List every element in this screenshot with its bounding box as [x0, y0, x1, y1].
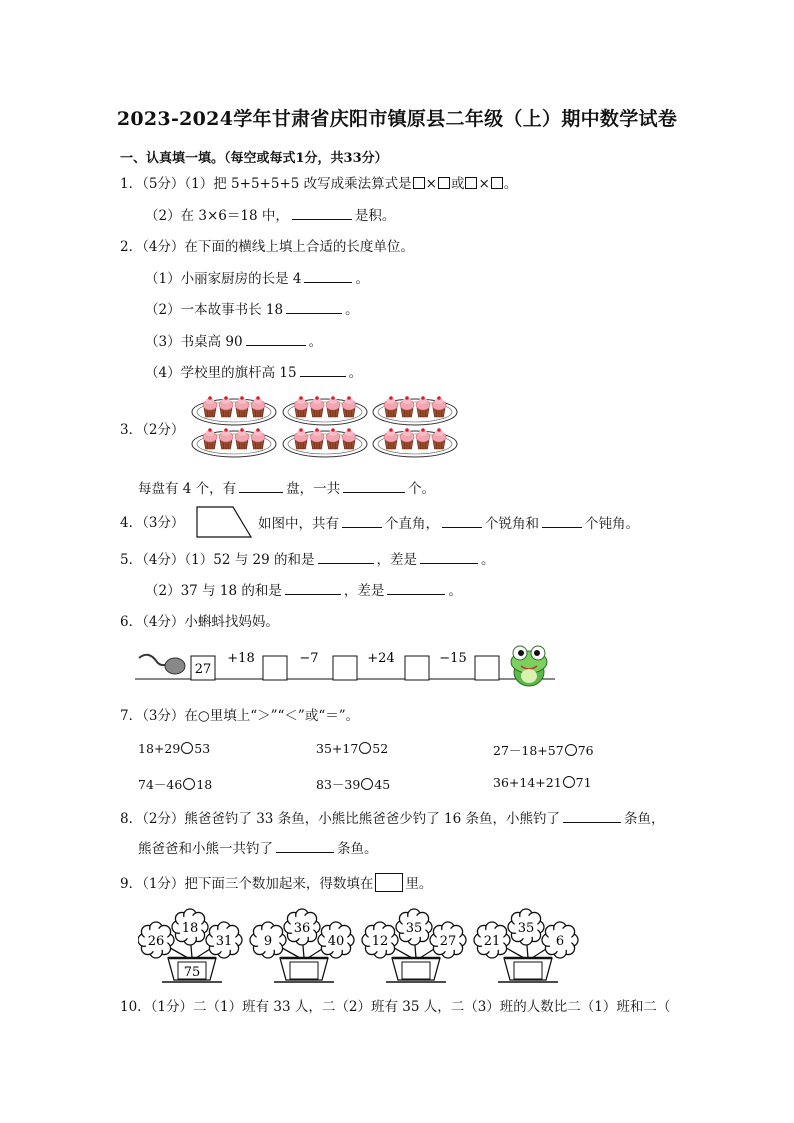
- answer-blank[interactable]: [246, 331, 306, 346]
- answer-blank[interactable]: [285, 580, 341, 595]
- answer-blank[interactable]: [292, 205, 352, 220]
- question-2-item: （3）书桌高 90 。: [145, 331, 322, 352]
- op-label: −7: [299, 651, 319, 666]
- question-3-text: 每盘有 4 个，有 盘，一共 个。: [138, 478, 435, 499]
- svg-text:31: 31: [215, 934, 233, 949]
- answer-blank[interactable]: [387, 580, 445, 595]
- compare-circle[interactable]: [181, 742, 193, 754]
- compare-circle[interactable]: [361, 778, 373, 790]
- flower-number: [430, 922, 466, 958]
- answer-box[interactable]: [438, 177, 450, 189]
- svg-text:35: 35: [517, 921, 535, 936]
- tadpole-chain-diagram: [135, 640, 555, 692]
- answer-blank[interactable]: [563, 808, 621, 823]
- question-8-line2: 熊爸爸和小熊一共钓了 条鱼。: [138, 838, 378, 859]
- flower-pots-diagram: [138, 906, 588, 988]
- op-label: +24: [367, 651, 395, 666]
- op-label: +18: [227, 651, 255, 666]
- svg-text:27: 27: [439, 934, 457, 949]
- compare-item: 18+29 53: [138, 741, 211, 756]
- pot-answer-box[interactable]: [402, 962, 430, 979]
- plate: [283, 428, 367, 457]
- svg-text:26: 26: [147, 934, 165, 949]
- question-2-stem: 2．（4分）在下面的横线上填上合适的长度单位。: [120, 239, 414, 255]
- question-4-number: 4．（3分）: [120, 515, 185, 531]
- answer-box[interactable]: [491, 177, 503, 189]
- compare-item: 27－18+57 76: [493, 743, 594, 758]
- answer-box[interactable]: [405, 656, 429, 680]
- answer-box[interactable]: [465, 177, 477, 189]
- answer-blank[interactable]: [442, 513, 482, 528]
- svg-text:6: 6: [555, 934, 565, 949]
- answer-blank[interactable]: [343, 478, 405, 493]
- question-1b: （2）在 3×6＝18 中， 是积。: [145, 205, 395, 226]
- cupcake-plates-image: [190, 392, 460, 462]
- svg-text:9: 9: [263, 934, 273, 949]
- flower-number: [206, 922, 242, 958]
- question-2-item: （4）学校里的旗杆高 15 。: [145, 362, 362, 383]
- start-number: 27: [194, 662, 212, 677]
- answer-blank[interactable]: [276, 838, 334, 853]
- question-5a: 5．（4分）（1）52 与 29 的和是 ，差是 。: [120, 549, 495, 570]
- frog-icon: [511, 646, 547, 686]
- question-5b: （2）37 与 18 的和是 ，差是 。: [145, 580, 462, 601]
- compare-item: 36+14+21 71: [493, 775, 592, 790]
- flower-pot: [362, 909, 466, 982]
- flower-number: [138, 922, 174, 958]
- compare-circle[interactable]: [563, 776, 575, 788]
- question-2-item: （1）小丽家厨房的长是 4 。: [145, 268, 369, 289]
- op-label: −15: [439, 651, 467, 666]
- flower-number: [172, 909, 208, 945]
- compare-item: 83－39 45: [316, 777, 391, 792]
- flower-pot: [138, 909, 242, 982]
- answer-blank[interactable]: [318, 549, 374, 564]
- question-7-stem: 7．（3分）在○里填上“＞”“＜”或“＝”。: [120, 708, 360, 724]
- question-4-text: 如图中，共有 个直角， 个锐角和 个钝角。: [258, 513, 639, 534]
- answer-blank[interactable]: [542, 513, 582, 528]
- answer-box[interactable]: [475, 656, 499, 680]
- answer-blank[interactable]: [300, 362, 346, 377]
- flower-pot: [250, 909, 354, 982]
- flower-number: [250, 922, 286, 958]
- question-3-number: 3．（2分）: [120, 422, 185, 438]
- question-9-stem: 9．（1分）把下面三个数加起来，得数填在 里。: [120, 873, 432, 894]
- svg-text:21: 21: [483, 934, 501, 949]
- plate: [373, 396, 457, 425]
- flower-number: [284, 909, 320, 945]
- pot-answer-box[interactable]: [514, 962, 542, 979]
- svg-text:36: 36: [293, 921, 311, 936]
- svg-text:40: 40: [327, 934, 345, 949]
- trapezoid-shape: [195, 505, 255, 539]
- answer-blank[interactable]: [342, 513, 382, 528]
- answer-blank[interactable]: [420, 549, 478, 564]
- section-heading: 一、认真填一填。（每空或每式1分，共33分）: [120, 151, 388, 166]
- compare-item: 74－46 18: [138, 777, 213, 792]
- plate: [373, 428, 457, 457]
- question-2-item: （2）一本故事书长 18 。: [145, 299, 359, 320]
- answer-blank[interactable]: [304, 268, 352, 283]
- answer-box: [375, 873, 403, 892]
- flower-number: [396, 909, 432, 945]
- question-1a: 1．（5分）（1）把 5+5+5+5 改写成乘法算式是 × 或 × 。: [120, 176, 518, 192]
- compare-circle[interactable]: [359, 742, 371, 754]
- flower-number: [542, 922, 578, 958]
- svg-text:18: 18: [181, 921, 199, 936]
- answer-blank[interactable]: [286, 299, 342, 314]
- page-title: 2023-2024学年甘肃省庆阳市镇原县二年级（上）期中数学试卷: [116, 108, 678, 130]
- compare-circle[interactable]: [183, 778, 195, 790]
- svg-text:12: 12: [371, 934, 389, 949]
- tadpole-icon: [139, 655, 185, 674]
- flower-number: [508, 909, 544, 945]
- answer-box[interactable]: [263, 656, 287, 680]
- compare-circle[interactable]: [565, 744, 577, 756]
- svg-text:35: 35: [405, 921, 423, 936]
- plate: [192, 428, 276, 457]
- flower-pot: [474, 909, 578, 982]
- svg-text:75: 75: [183, 965, 201, 980]
- pot-answer-box[interactable]: [290, 962, 318, 979]
- flower-number: [474, 922, 510, 958]
- answer-box[interactable]: [413, 177, 425, 189]
- answer-box[interactable]: [333, 656, 357, 680]
- question-6-stem: 6．（4分）小蝌蚪找妈妈。: [120, 614, 279, 630]
- flower-number: [318, 922, 354, 958]
- plate: [283, 396, 367, 425]
- question-10: 10．（1分）二（1）班有 33 人，二（2）班有 35 人，二（3）班的人数比二（1）班和二（: [120, 999, 671, 1015]
- question-8-line1: 8．（2分）熊爸爸钓了 33 条鱼，小熊比熊爸爸少钓了 16 条鱼，小熊钓了 条鱼，: [120, 808, 664, 829]
- answer-blank[interactable]: [239, 478, 283, 493]
- flower-number: [362, 922, 398, 958]
- compare-item: 35+17 52: [316, 741, 389, 756]
- plate: [192, 396, 276, 425]
